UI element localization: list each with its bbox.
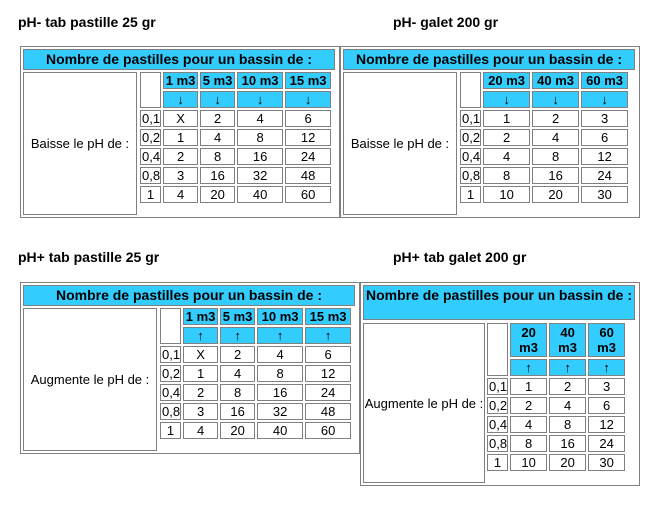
value-cell: 10	[510, 454, 547, 471]
value-cell: 32	[237, 167, 283, 184]
dose-cell: 0,4	[462, 149, 481, 164]
value-cell: 8	[220, 384, 255, 401]
dose-cell: 0,4	[142, 149, 161, 164]
value-cell: 10	[483, 186, 530, 203]
dose-cell: 0,2	[162, 366, 181, 381]
value-cell: 20	[220, 422, 255, 439]
value-cell: 60	[285, 186, 331, 203]
value-cell: 6	[581, 129, 628, 146]
blank-cell	[140, 72, 161, 108]
dose-cell: 1	[160, 422, 181, 439]
value-cell: 24	[285, 148, 331, 165]
table-row	[140, 129, 331, 146]
value-cell: 4	[200, 129, 235, 146]
table-ph-minus-tab	[20, 46, 340, 218]
down-arrow-icon: ↓	[285, 91, 331, 108]
down-arrow-icon: ↓	[200, 91, 235, 108]
dose-grid	[138, 70, 333, 205]
value-cell: 4	[220, 365, 255, 382]
section-title-ph-minus-galet: pH- galet 200 gr	[393, 14, 499, 30]
value-cell: 20	[549, 454, 586, 471]
volume-header: 60 m3	[581, 72, 628, 89]
table-row	[487, 454, 625, 471]
up-arrow-icon: ↑	[549, 359, 586, 376]
volume-header: 15 m3	[305, 308, 351, 325]
table-row	[460, 148, 628, 165]
value-cell: 1	[510, 378, 547, 395]
section-title-ph-minus-tab: pH- tab pastille 25 gr	[18, 14, 156, 30]
dose-cell: 0,8	[462, 168, 481, 183]
value-cell: 3	[581, 110, 628, 127]
value-cell: 2	[510, 397, 547, 414]
value-cell: 8	[237, 129, 283, 146]
value-cell: 24	[588, 435, 625, 452]
section-title-ph-plus-galet: pH+ tab galet 200 gr	[393, 249, 527, 265]
volume-header: 40 m3	[532, 72, 579, 89]
table-ph-plus-galet	[360, 282, 640, 486]
value-cell: 16	[220, 403, 255, 420]
value-cell: 24	[305, 384, 351, 401]
dose-cell: 1	[140, 186, 161, 203]
value-cell: 40	[257, 422, 303, 439]
table-header: Nombre de pastilles pour un bassin de :	[23, 285, 355, 306]
dose-cell: 0,4	[489, 417, 508, 432]
value-cell: 3	[163, 167, 198, 184]
value-cell: 4	[483, 148, 530, 165]
value-cell: 8	[510, 435, 547, 452]
table-row	[460, 110, 628, 127]
volume-header: 40 m3	[549, 323, 586, 357]
value-cell: 8	[483, 167, 530, 184]
table-row	[140, 148, 331, 165]
volume-header: 20 m3	[510, 323, 547, 357]
value-cell: 3	[588, 378, 625, 395]
dose-cell: 0,8	[162, 404, 181, 419]
dose-cell: 0,1	[462, 111, 481, 126]
dose-cell: 0,2	[142, 130, 161, 145]
value-cell: 8	[200, 148, 235, 165]
value-cell: 1	[163, 129, 198, 146]
value-cell: 2	[549, 378, 586, 395]
value-cell: 60	[305, 422, 351, 439]
volume-header: 1 m3	[163, 72, 198, 89]
value-cell: 2	[532, 110, 579, 127]
value-cell: 16	[257, 384, 303, 401]
table-ph-plus-tab	[20, 282, 360, 454]
value-cell: 12	[588, 416, 625, 433]
table-row	[160, 422, 351, 439]
table-row	[160, 384, 351, 401]
dose-cell: 0,1	[489, 379, 508, 394]
value-cell: 4	[532, 129, 579, 146]
value-cell: 4	[510, 416, 547, 433]
value-cell: 20	[532, 186, 579, 203]
blank-cell	[487, 323, 508, 376]
down-arrow-icon: ↓	[163, 91, 198, 108]
value-cell: 24	[581, 167, 628, 184]
table-row	[487, 435, 625, 452]
value-cell: 8	[549, 416, 586, 433]
value-cell: 4	[549, 397, 586, 414]
dose-cell: 0,2	[489, 398, 508, 413]
down-arrow-icon: ↓	[237, 91, 283, 108]
up-arrow-icon: ↑	[257, 327, 303, 344]
value-cell: 48	[285, 167, 331, 184]
dose-cell: 0,8	[489, 436, 508, 451]
table-row	[460, 129, 628, 146]
value-cell: X	[163, 110, 198, 127]
table-row	[460, 167, 628, 184]
row-label: Augmente le pH de :	[23, 308, 157, 451]
down-arrow-icon: ↓	[581, 91, 628, 108]
value-cell: 2	[200, 110, 235, 127]
table-row	[140, 167, 331, 184]
value-cell: 8	[532, 148, 579, 165]
value-cell: 1	[483, 110, 530, 127]
volume-header: 20 m3	[483, 72, 530, 89]
value-cell: 16	[549, 435, 586, 452]
table-header: Nombre de pastilles pour un bassin de :	[363, 285, 635, 320]
dose-cell: 0,2	[462, 130, 481, 145]
table-row	[140, 186, 331, 203]
value-cell: 12	[285, 129, 331, 146]
value-cell: X	[183, 346, 218, 363]
dose-cell: 0,1	[142, 111, 161, 126]
down-arrow-icon: ↓	[483, 91, 530, 108]
volume-header: 1 m3	[183, 308, 218, 325]
table-row	[140, 110, 331, 127]
volume-header: 10 m3	[257, 308, 303, 325]
up-arrow-icon: ↑	[510, 359, 547, 376]
value-cell: 2	[483, 129, 530, 146]
value-cell: 40	[237, 186, 283, 203]
value-cell: 4	[257, 346, 303, 363]
dose-cell: 0,8	[142, 168, 161, 183]
value-cell: 30	[588, 454, 625, 471]
volume-header: 15 m3	[285, 72, 331, 89]
up-arrow-icon: ↑	[183, 327, 218, 344]
value-cell: 8	[257, 365, 303, 382]
table-header: Nombre de pastilles pour un bassin de :	[343, 49, 635, 70]
value-cell: 6	[285, 110, 331, 127]
table-ph-minus-galet	[340, 46, 640, 218]
section-title-ph-plus-tab: pH+ tab pastille 25 gr	[18, 249, 160, 265]
value-cell: 3	[183, 403, 218, 420]
value-cell: 48	[305, 403, 351, 420]
dose-cell: 1	[487, 454, 508, 471]
volume-header: 5 m3	[220, 308, 255, 325]
row-label: Augmente le pH de :	[363, 323, 485, 483]
value-cell: 16	[237, 148, 283, 165]
value-cell: 4	[237, 110, 283, 127]
value-cell: 32	[257, 403, 303, 420]
blank-cell	[460, 72, 481, 108]
value-cell: 6	[305, 346, 351, 363]
dose-grid	[158, 306, 353, 441]
value-cell: 2	[220, 346, 255, 363]
row-label: Baisse le pH de :	[343, 72, 457, 215]
value-cell: 16	[532, 167, 579, 184]
value-cell: 2	[183, 384, 218, 401]
volume-header: 5 m3	[200, 72, 235, 89]
table-row	[487, 378, 625, 395]
row-label: Baisse le pH de :	[23, 72, 137, 215]
up-arrow-icon: ↑	[305, 327, 351, 344]
dose-cell: 0,1	[162, 347, 181, 362]
table-row	[160, 365, 351, 382]
dose-grid	[485, 321, 627, 473]
table-row	[160, 346, 351, 363]
up-arrow-icon: ↑	[220, 327, 255, 344]
table-header: Nombre de pastilles pour un bassin de :	[23, 49, 335, 70]
blank-cell	[160, 308, 181, 344]
value-cell: 4	[183, 422, 218, 439]
dose-cell: 0,4	[162, 385, 181, 400]
value-cell: 16	[200, 167, 235, 184]
value-cell: 4	[163, 186, 198, 203]
value-cell: 12	[581, 148, 628, 165]
value-cell: 6	[588, 397, 625, 414]
table-row	[487, 416, 625, 433]
table-row	[160, 403, 351, 420]
volume-header: 60 m3	[588, 323, 625, 357]
dose-cell: 1	[460, 186, 481, 203]
table-row	[487, 397, 625, 414]
down-arrow-icon: ↓	[532, 91, 579, 108]
value-cell: 1	[183, 365, 218, 382]
value-cell: 20	[200, 186, 235, 203]
volume-header: 10 m3	[237, 72, 283, 89]
table-row	[460, 186, 628, 203]
value-cell: 30	[581, 186, 628, 203]
up-arrow-icon: ↑	[588, 359, 625, 376]
dose-grid	[458, 70, 630, 205]
value-cell: 2	[163, 148, 198, 165]
value-cell: 12	[305, 365, 351, 382]
